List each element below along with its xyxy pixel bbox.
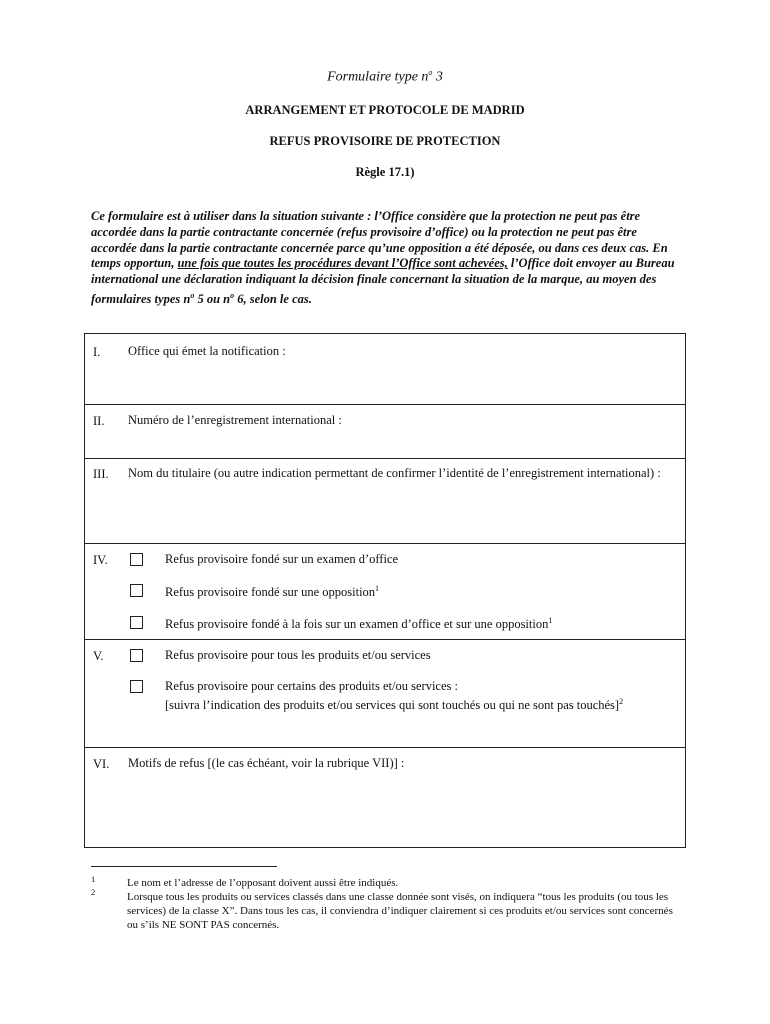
section-number-2: II. [93,414,105,428]
checkbox-all-goods[interactable] [130,649,143,662]
divider [85,543,685,544]
form-table [84,333,686,848]
rule-reference: Règle 17.1) [355,165,415,179]
checkbox-some-goods[interactable] [130,680,143,693]
checkbox-ex-officio[interactable] [130,553,143,566]
underlined-phrase: une fois que toutes les procédures devant l’Office sont achevées, [177,256,508,271]
section-number-6: VI. [93,757,110,771]
option-opposition-label: Refus provisoire fondé sur une opposition$^1$ [165,584,380,600]
section-number-5: V. [93,649,104,663]
section-label-registration-number: Numéro de l’enregistrement international : [128,413,342,427]
section-number-1: I. [93,345,101,359]
section-label-grounds: Motifs de refus [(le cas échéant, voir la rubrique VII)] : [128,756,405,770]
section-label-office: Office qui émet la notification : [128,344,286,358]
section-number-3: III. [93,467,109,481]
footnote-number-2: 2 [91,887,96,897]
checkbox-opposition[interactable] [130,584,143,597]
divider [85,747,685,748]
divider [85,404,685,405]
option-some-goods-label: Refus provisoire pour certains des produits et/ou services : [suivra l’indication des produits et/ou services qui sont touchés ou qui ne sont pas touchés]$^2$ [165,679,624,713]
instructions-paragraph: Ce formulaire est à utiliser dans la situation suivante : l’Office considère que la protection ne peut pas être accordée dans la partie contractante concernée (refus provisoire d’office) ou la protection ne peut pas être accordée dans la partie contractante concernée parce qu’une opposition a été déposée, ou dans ces deux cas. En temps opportun, une fois que toutes les procédures devant l’Office sont achevées, l’Office doit envoyer au Bureau international une déclaration indiquant la décision finale concernant la situation de la marque, au moyen des formulaires types $n^o$ 5 ou $n^o$ 6, selon le cas. [91,209,675,307]
divider [85,639,685,640]
divider [85,458,685,459]
document-title: ARRANGEMENT ET PROTOCOLE DE MADRID [245,103,525,117]
option-both-label: Refus provisoire fondé à la fois sur un examen d’office et sur une opposition$^1$ [165,616,553,632]
section-number-4: IV. [93,553,108,567]
checkbox-both[interactable] [130,616,143,629]
footnote-number-1: 1 [91,874,96,884]
form-type-heading: Formulaire type $n^o$ 3 [327,68,443,85]
footnote-1-text: Le nom et l’adresse de l’opposant doivent aussi être indiqués. [127,877,399,889]
section-label-holder-name: Nom du titulaire (ou autre indication permettant de confirmer l’identité de l’enregistrement international) : [128,466,661,480]
option-all-goods-label: Refus provisoire pour tous les produits et/ou services [165,648,431,662]
option-ex-officio-label: Refus provisoire fondé sur un examen d’office [165,552,399,566]
footnote-separator [91,866,277,867]
footnote-2-text: Lorsque tous les produits ou services classés dans une classe donnée sont visés, on indiquera “tous les produits (ou tous les services) de la classe X”. Dans tous les cas, il conviendra d’indiquer clairement si ces produits et/ou services sont concernés ou s’ils NE SONT PAS concernés. [127,891,673,931]
document-subtitle: REFUS PROVISOIRE DE PROTECTION [269,134,501,148]
